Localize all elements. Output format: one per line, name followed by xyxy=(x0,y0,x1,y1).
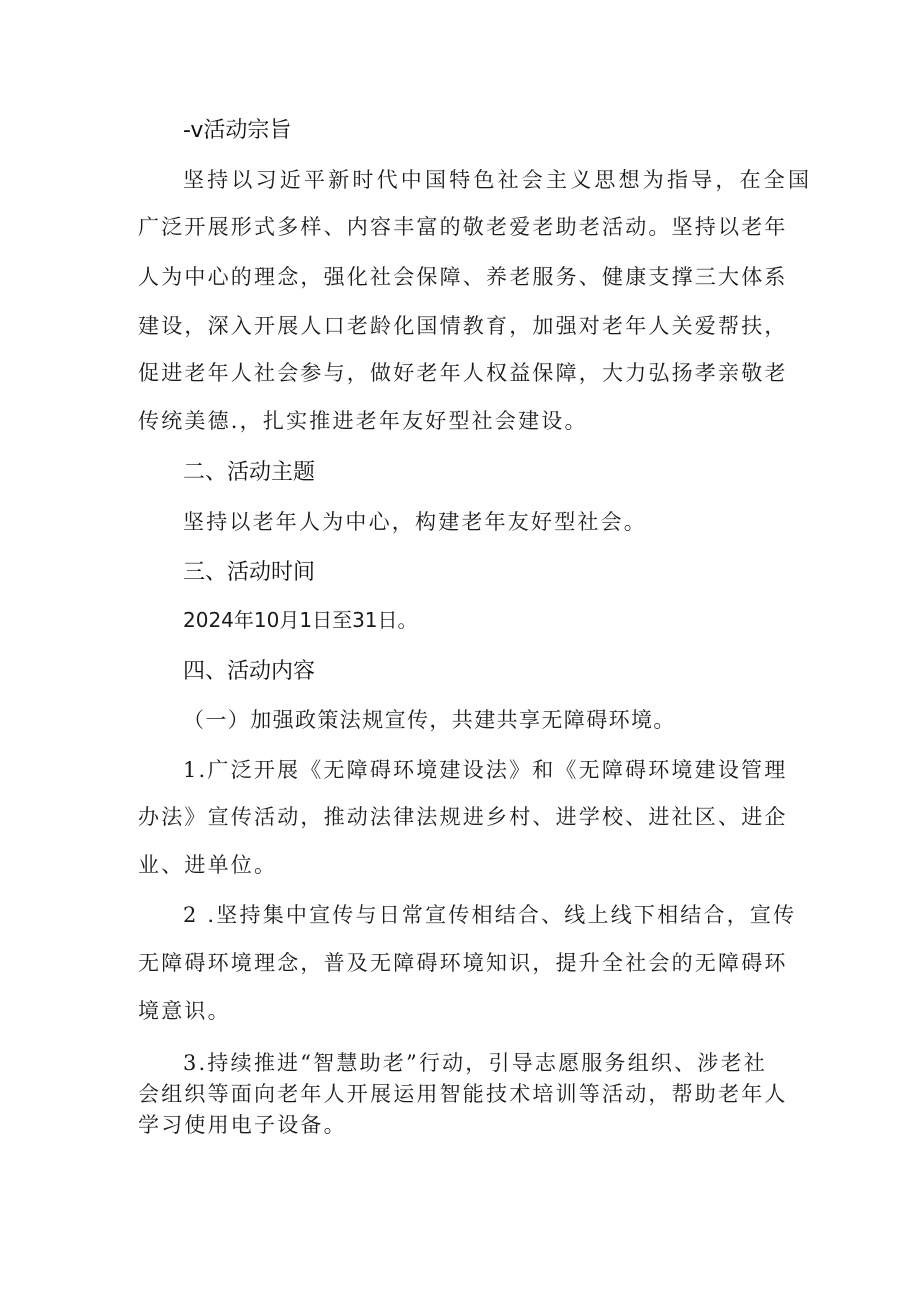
item1-line: 业、进单位。 xyxy=(138,853,278,877)
item1-line: 1.广泛开展《无障碍环境建设法》和《无障碍环境建设管理 xyxy=(183,758,788,782)
purpose-paragraph-line: 广泛开展形式多样、内容丰富的敬老爱老助老活动。坚持以老年 xyxy=(138,215,788,239)
section-heading-time: 三、活动时间 xyxy=(183,560,316,585)
section-heading-theme: 二、活动主题 xyxy=(183,460,316,485)
item1-line: 办法》宣传活动，推动法律法规进乡村、进学校、进社区、进企 xyxy=(138,805,788,829)
time-text: 2024年10月1日至31日。 xyxy=(183,608,418,632)
purpose-paragraph-line: 人为中心的理念，强化社会保障、养老服务、健康支撑三大体系 xyxy=(138,265,788,289)
purpose-paragraph-line: 传统美德.，扎实推进老年友好型社会建设。 xyxy=(138,409,588,433)
theme-text: 坚持以老年人为中心，构建老年友好型社会。 xyxy=(183,510,647,534)
item3-line: 会组织等面向老年人开展运用智能技术培训等活动，帮助老年人 xyxy=(138,1082,788,1106)
item3-line: 3.持续推进“智慧助老”行动，引导志愿服务组织、涉老社 xyxy=(183,1051,767,1075)
purpose-paragraph-line: 促进老年人社会参与，做好老年人权益保障，大力弘扬孝亲敬老 xyxy=(138,361,788,385)
section-heading-purpose: -v活动宗旨 xyxy=(183,118,292,143)
section-heading-content: 四、活动内容 xyxy=(183,659,316,684)
item2-line: 无障碍环境理念，普及无障碍环境知识，提升全社会的无障碍环 xyxy=(138,951,788,975)
item3-line: 学习使用电子设备。 xyxy=(138,1113,347,1137)
purpose-paragraph-line: 建设，深入开展人口老龄化国情教育，加强对老年人关爱帮扶， xyxy=(138,314,788,338)
purpose-paragraph-line: 坚持以习近平新时代中国特色社会主义思想为指导，在全国 xyxy=(183,168,813,192)
content-subheading: （一）加强政策法规宣传，共建共享无障碍环境。 xyxy=(183,708,676,732)
item2-line: 2 .坚持集中宣传与日常宣传相结合、线上线下相结合，宣传 xyxy=(183,903,797,927)
item2-line: 境意识。 xyxy=(138,999,231,1023)
